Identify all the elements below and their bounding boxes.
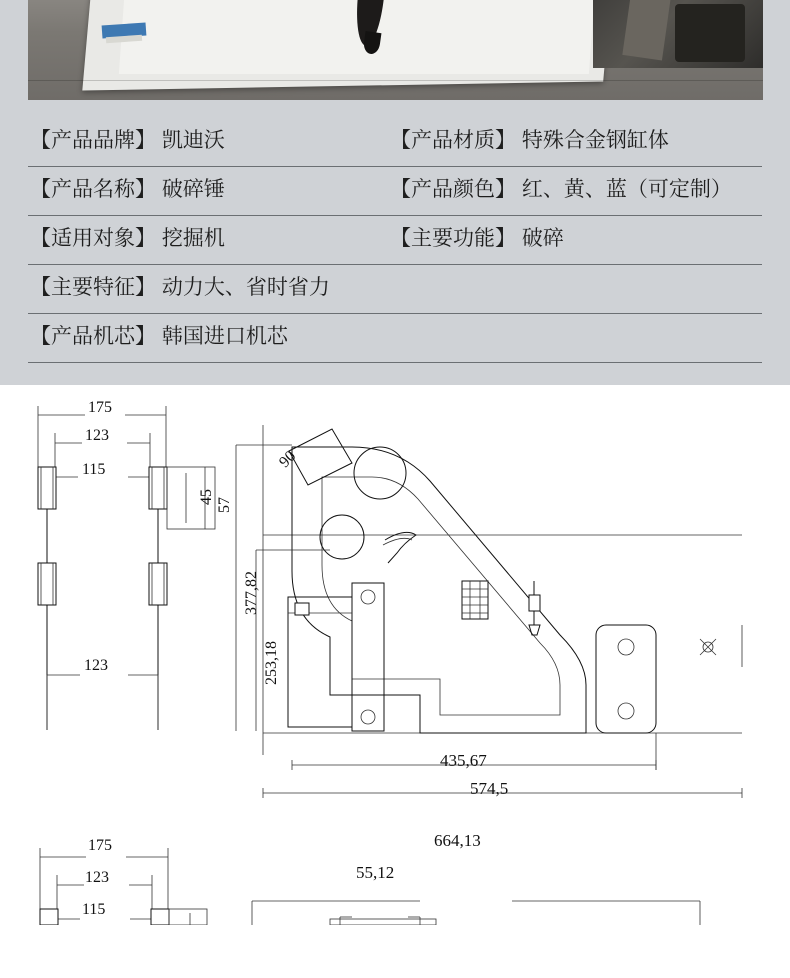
- dim-label-574-5: 574,5: [470, 779, 509, 798]
- housing-bolt-bottom: [361, 710, 375, 724]
- hydraulic-breaker-hammer-photo: [28, 0, 763, 100]
- spec-key: 【产品材质】: [390, 129, 516, 152]
- valve-pin-detail: [529, 581, 540, 635]
- spec-value: 破碎锤: [161, 178, 225, 201]
- dim-label-57: 57: [216, 497, 233, 513]
- mount-hole-bottom: [618, 703, 634, 719]
- dim-label-115-bottom: 115: [82, 901, 106, 918]
- spec-key: 【产品名称】: [30, 178, 156, 201]
- spec-value: 凯迪沃: [161, 129, 225, 152]
- dim-label-123-bottom2: 123: [85, 869, 109, 886]
- spec-cell-function: [390, 224, 760, 254]
- dim-label-45: 45: [198, 489, 215, 505]
- dim-label-435-67: 435,67: [440, 751, 487, 770]
- spec-key: 【主要功能】: [390, 227, 516, 250]
- breaker-bracket-technical-drawing: [0, 385, 790, 925]
- bracket-body-outline: [292, 447, 586, 733]
- spec-value: 特殊合金钢缸体: [521, 129, 669, 152]
- mounting-plate-right: [596, 625, 656, 733]
- table-row: [28, 265, 762, 314]
- housing-bolt-top: [361, 590, 375, 604]
- spec-value: 动力大、省时省力: [161, 276, 330, 299]
- dim-label-175-bottom: 175: [88, 837, 112, 854]
- table-row: [28, 167, 762, 216]
- hook-detail: [385, 532, 416, 563]
- dim-label-175-top: 175: [88, 399, 112, 416]
- spec-key: 【产品机芯】: [30, 325, 156, 348]
- dim-label-55-12: 55,12: [356, 863, 395, 882]
- pin-hole-lower: [320, 515, 364, 559]
- spec-cell-target: [30, 224, 390, 254]
- left-box: [288, 597, 352, 727]
- spec-value: 红、黄、蓝（可定制）: [521, 178, 732, 201]
- spec-value: 破碎: [521, 227, 564, 250]
- spec-value: 韩国进口机芯: [161, 325, 288, 348]
- bracket-inner-outline: [322, 477, 560, 715]
- spec-cell-brand: [30, 126, 390, 156]
- dim-label-377-82: 377,82: [243, 571, 260, 615]
- product-photo-band: [0, 0, 790, 100]
- spec-key: 【产品品牌】: [30, 129, 156, 152]
- dim-label-115-top: 115: [82, 461, 106, 478]
- spec-cell-color: [390, 175, 760, 205]
- dim-label-123-bottom: 123: [84, 657, 108, 674]
- spec-cell-core: [30, 322, 760, 352]
- bottom-right-view: [252, 901, 700, 925]
- spec-key: 【适用对象】: [30, 227, 156, 250]
- cylinder-housing: [352, 583, 384, 731]
- dim-label-123-top: 123: [85, 427, 109, 444]
- drawing-svg: [0, 385, 790, 925]
- coil-detail: [462, 581, 488, 619]
- dim-label-664-13: 664,13: [434, 831, 481, 850]
- table-row: [28, 216, 762, 265]
- pin-hole-upper: [354, 447, 406, 499]
- floor-horizon-line: [28, 80, 763, 81]
- spec-value: 挖掘机: [161, 227, 225, 250]
- dim-label-253-18: 253,18: [263, 641, 280, 685]
- table-row: [28, 314, 762, 363]
- left-box-fitting: [295, 603, 309, 615]
- table-row: [28, 118, 762, 167]
- dim-123-bottom: [47, 675, 158, 730]
- spec-key: 【产品颜色】: [390, 178, 516, 201]
- spec-cell-features: [30, 273, 760, 303]
- mount-hole-top: [618, 639, 634, 655]
- spec-cell-name: [30, 175, 390, 205]
- machinery-block: [675, 4, 745, 62]
- center-mark-right: [700, 639, 716, 655]
- spec-cell-material: [390, 126, 760, 156]
- dim-175-top: [38, 406, 166, 495]
- dim-label-angle-90: 90: [276, 447, 300, 472]
- product-spec-table: [0, 100, 790, 385]
- spec-key: 【主要特征】: [30, 276, 156, 299]
- bottom-left-view: [40, 848, 207, 925]
